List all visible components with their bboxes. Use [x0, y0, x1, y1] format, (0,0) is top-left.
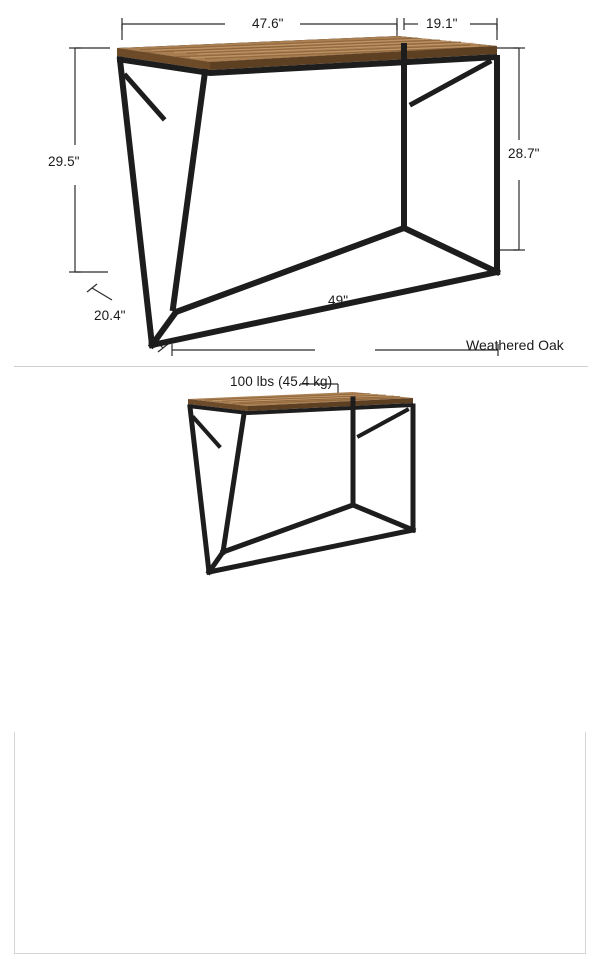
top-diagram-panel [0, 0, 602, 366]
weight-illustration [0, 366, 602, 602]
table-top-surface [117, 36, 497, 76]
finish-caption: Weathered Oak [466, 337, 564, 353]
weight-capacity-label: 100 lbs (45.4 kg) [230, 374, 333, 389]
dimension-depth-top: 19.1" [426, 16, 458, 31]
dimension-width-bottom: 49" [328, 293, 349, 308]
top-view-illustration [0, 0, 602, 366]
small-table-top [188, 392, 413, 415]
dimension-height-right: 28.7" [508, 146, 540, 161]
dimension-height-left: 29.5" [48, 154, 80, 169]
dimension-width-top: 47.6" [252, 16, 284, 31]
bottom-diagram-panel [0, 366, 602, 602]
table-frame [120, 46, 497, 345]
small-table-frame [190, 399, 413, 572]
dimension-depth-bottom: 20.4" [94, 308, 126, 323]
bottom-panel-border [14, 732, 586, 954]
